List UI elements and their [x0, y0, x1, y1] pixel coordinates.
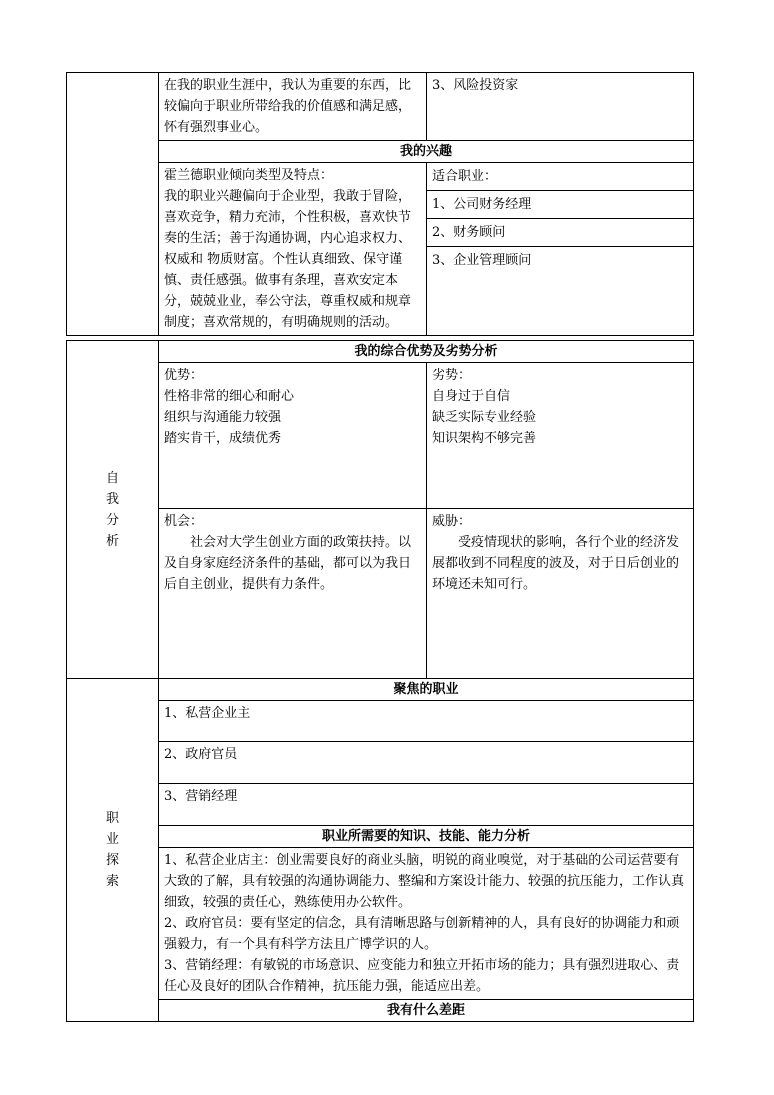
holland-cell — [159, 163, 427, 336]
skills-title: 职业所需要的知识、技能、能力分析 — [159, 826, 694, 848]
fit-job-1: 1、公司财务经理 — [427, 191, 693, 219]
skills-item: 2、政府官员：要有坚定的信念，具有清晰思路与创新精神的人，具有良好的协调能力和顽强毅力，有一个具有科学方法且广博学识的人。 — [164, 916, 680, 952]
analysis-table — [66, 340, 694, 1022]
focus-job-3: 3、营销经理 — [159, 784, 694, 826]
fit-job-3: 3、企业管理顾问 — [432, 253, 532, 268]
weaknesses-label: 劣势： — [432, 368, 472, 383]
weakness-item: 知识架构不够完善 — [432, 431, 537, 446]
swot-title: 我的综合优势及劣势分析 — [159, 341, 694, 363]
interest-table — [66, 72, 694, 336]
opportunity-text: 社会对大学生创业方面的政策扶持。以及自身家庭经济条件的基础，都可以为我日后自主创业，提供有力条件。 — [164, 535, 412, 592]
strength-item: 性格非常的细心和耐心 — [164, 389, 295, 404]
opportunity-label: 机会： — [164, 514, 204, 529]
threat-text: 受疫情现状的影响，各行个业的经济发展都收到不同程度的波及，对于日后创业的环境还未知可行。 — [432, 535, 680, 592]
focus-job-1: 1、私营企业主 — [159, 701, 694, 742]
fit-jobs-cell — [427, 163, 694, 336]
weaknesses-cell — [427, 363, 694, 509]
threat-cell — [427, 509, 694, 679]
strength-item: 踏实肯干，成绩优秀 — [164, 431, 282, 446]
threat-label: 威胁： — [432, 514, 472, 529]
skills-item: 1、私营企业店主：创业需要良好的商业头脑，明锐的商业嗅觉，对于基础的公司运营要有大致的了解，具有较强的沟通协调能力、整编和方案设计能力、较强的抗压能力，工作认真细致，较强的责任心，熟练使用办公软件。 — [164, 853, 685, 910]
career-side-label: 职 业 探 索 — [67, 679, 159, 1022]
strength-item: 组织与沟通能力较强 — [164, 410, 282, 425]
holland-label: 霍兰德职业倾向类型及特点： — [164, 168, 334, 183]
weakness-item: 缺乏实际专业经验 — [432, 410, 537, 425]
weakness-item: 自身过于自信 — [432, 389, 511, 404]
strengths-cell — [159, 363, 427, 509]
opportunity-cell — [159, 509, 427, 679]
focus-title: 聚焦的职业 — [159, 679, 694, 701]
self-analysis-side-label: 自 我 分 析 — [67, 341, 159, 679]
fit-label: 适合职业： — [427, 163, 693, 191]
side-cell-empty — [67, 73, 159, 336]
values-job: 3、风险投资家 — [427, 73, 694, 141]
skills-cell — [159, 848, 694, 1000]
skills-item: 3、营销经理：有敏锐的市场意识、应变能力和独立开拓市场的能力；具有强烈进取心、责任心及良好的团队合作精神，抗压能力强，能适应出差。 — [164, 958, 680, 994]
strengths-label: 优势： — [164, 368, 204, 383]
interest-title: 我的兴趣 — [159, 141, 694, 163]
focus-job-2: 2、政府官员 — [159, 742, 694, 784]
holland-text: 我的职业兴趣偏向于企业型，我敢于冒险，喜欢竞争，精力充沛，个性积极，喜欢快节奏的生活；善于沟通协调，内心追求权力、权威和 物质财富。个性认真细致、保守谨慎、责任感强。做事有条理，喜欢安定本分，兢兢业业，奉公守法，尊重权威和规章制度；喜欢常规的，有明确规则的活动。 — [164, 189, 412, 330]
fit-job-2: 2、财务顾问 — [427, 219, 693, 247]
gap-title: 我有什么差距 — [159, 1000, 694, 1022]
values-text: 在我的职业生涯中，我认为重要的东西，比较偏向于职业所带给我的价值感和满足感，怀有强烈事业心。 — [159, 73, 427, 141]
